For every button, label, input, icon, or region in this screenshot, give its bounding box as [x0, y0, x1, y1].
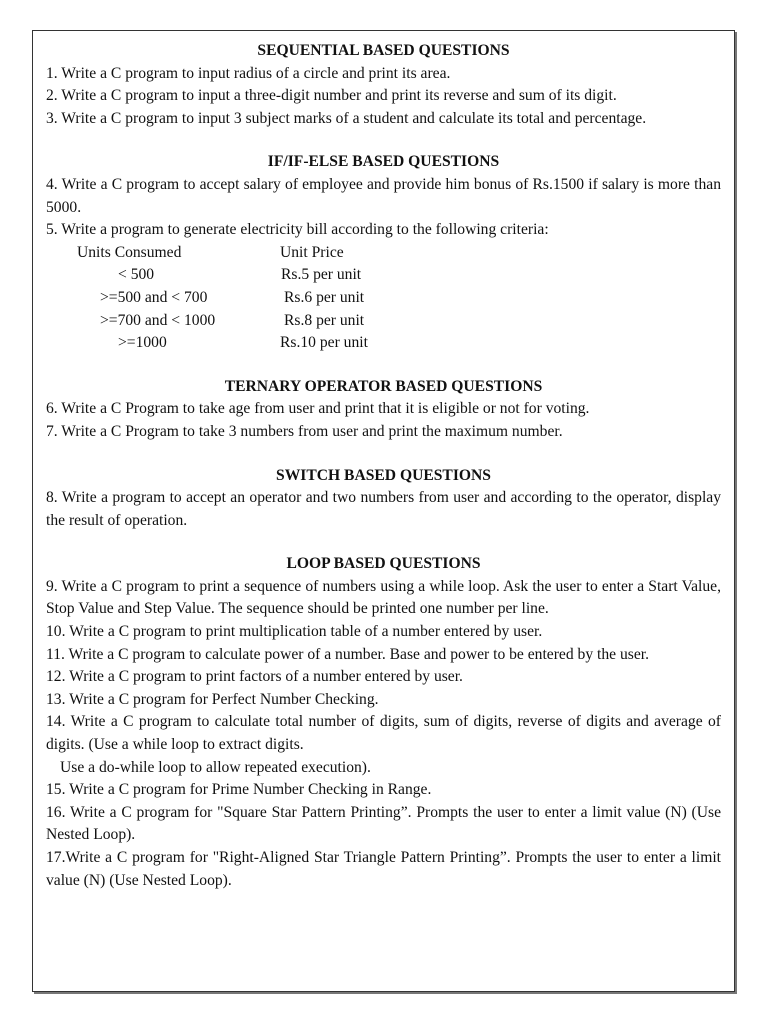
question-17: 17.Write a C program for "Right-Aligned Star Triangle Pattern Printing”. Prompts the user to enter a limit value (N) (Use Nested Loop). [46, 849, 721, 889]
electricity-price-table [46, 242, 721, 355]
section-if-else [46, 151, 721, 354]
question-14-continuation: Use a do-while loop to allow repeated execution). [60, 758, 371, 776]
question-1: 1. Write a C program to input radius of a circle and print its area. [46, 64, 451, 82]
table-cell-units: >=500 and < 700 [100, 288, 208, 306]
question-15: 15. Write a C program for Prime Number Checking in Range. [46, 781, 432, 799]
table-header-row [46, 242, 721, 265]
question-9: 9. Write a C program to print a sequence of numbers using a while loop. Ask the user to enter a Start Value, Stop Value and Step Value. The sequence should be printed one number per line. [46, 577, 721, 618]
table-cell-price: Rs.6 per unit [284, 288, 365, 306]
question-14: 14. Write a C program to calculate total number of digits, sum of digits, reverse of digits and average of digits. (Use a while loop to extract digits. [46, 713, 721, 754]
table-header-price: Unit Price [280, 243, 344, 261]
table-cell-price: Rs.8 per unit [284, 311, 365, 329]
section-heading: TERNARY OPERATOR BASED QUESTIONS [224, 377, 543, 395]
section-heading: IF/IF-ELSE BASED QUESTIONS [267, 153, 500, 171]
section-sequential [46, 40, 721, 130]
question-11: 11. Write a C program to calculate power of a number. Base and power to be entered by the user. [46, 645, 649, 663]
section-heading: LOOP BASED QUESTIONS [286, 555, 481, 573]
table-cell-units: >=700 and < 1000 [100, 311, 216, 329]
section-heading: SEQUENTIAL BASED QUESTIONS [257, 42, 510, 59]
table-cell-units: >=1000 [118, 334, 167, 352]
section-ternary [46, 376, 721, 444]
document-body [46, 40, 721, 913]
question-2: 2. Write a C program to input a three-digit number and print its reverse and sum of its digit. [46, 87, 617, 105]
section-loop [46, 553, 721, 892]
question-8: 8. Write a program to accept an operator and two numbers from user and according to the operator, display the result of operation. [46, 489, 721, 529]
question-7: 7. Write a C Program to take 3 numbers from user and print the maximum number. [46, 422, 563, 440]
table-row [46, 264, 721, 287]
table-header-units: Units Consumed [77, 243, 182, 261]
table-row [46, 310, 721, 333]
table-row [46, 332, 721, 355]
question-5: 5. Write a program to generate electricity bill according to the following criteria: [46, 221, 549, 239]
table-cell-price: Rs.10 per unit [280, 334, 368, 352]
question-16: 16. Write a C program for "Square Star Pattern Printing”. Prompts the user to enter a limit value (N) (Use Nested Loop). [46, 803, 721, 844]
question-4: 4. Write a C program to accept salary of employee and provide him bonus of Rs.1500 if salary is more than 5000. [46, 175, 721, 216]
section-heading: SWITCH BASED QUESTIONS [276, 466, 491, 484]
section-switch [46, 465, 721, 533]
question-6: 6. Write a C Program to take age from user and print that it is eligible or not for voting. [46, 400, 590, 418]
question-10: 10. Write a C program to print multiplication table of a number entered by user. [46, 623, 543, 641]
table-cell-units: < 500 [118, 266, 155, 284]
table-row [46, 287, 721, 310]
question-3: 3. Write a C program to input 3 subject marks of a student and calculate its total and percentage. [46, 109, 647, 127]
question-12: 12. Write a C program to print factors of a number entered by user. [46, 668, 463, 686]
question-13: 13. Write a C program for Perfect Number Checking. [46, 690, 379, 708]
table-cell-price: Rs.5 per unit [281, 266, 362, 284]
